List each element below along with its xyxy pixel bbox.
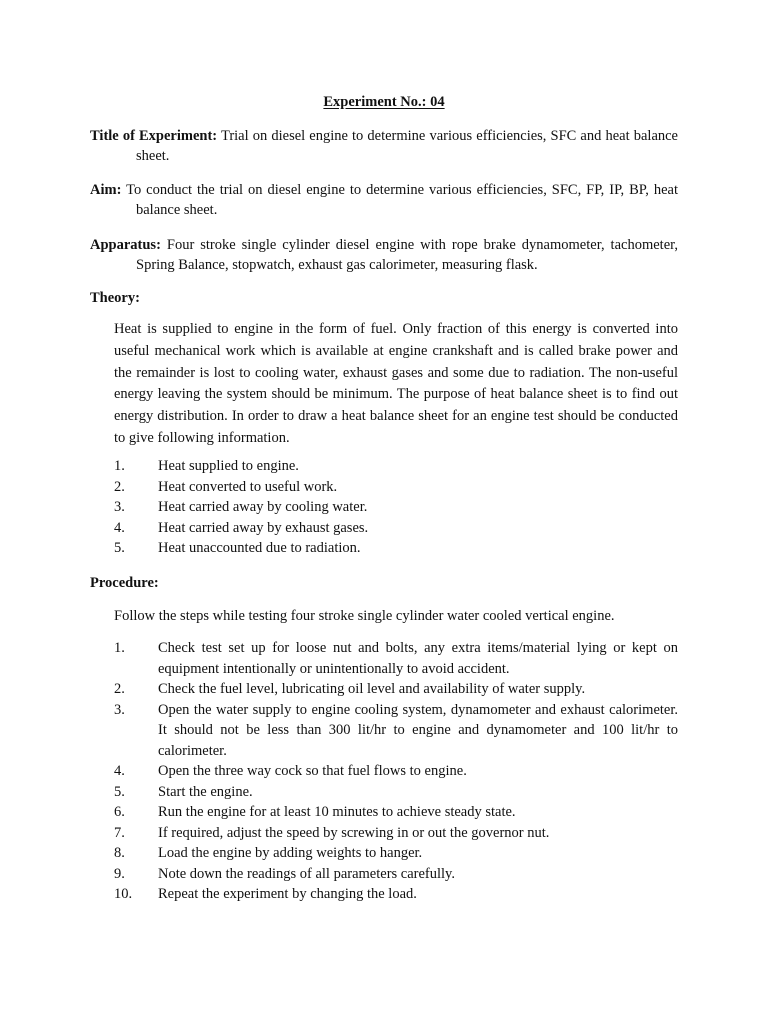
- procedure-step-text: Run the engine for at least 10 minutes to achieve steady state.: [158, 804, 516, 820]
- experiment-number: Experiment No.: 04: [323, 94, 445, 110]
- procedure-step: [114, 782, 678, 803]
- procedure-step-number: 2.: [114, 681, 125, 697]
- procedure-step-text: Open the three way cock so that fuel flows to engine.: [158, 763, 467, 779]
- procedure-step: [114, 638, 678, 679]
- procedure-step: [114, 761, 678, 782]
- theory-list-item: [114, 456, 678, 477]
- theory-list-item-text: Heat supplied to engine.: [158, 458, 299, 474]
- theory-list-item: [114, 497, 678, 518]
- procedure-step: [114, 843, 678, 864]
- procedure-step-text: Note down the readings of all parameters carefully.: [158, 865, 455, 882]
- theory-list-item-number: 5.: [114, 540, 125, 556]
- theory-list-item: [114, 477, 678, 498]
- procedure-step-number: 6.: [114, 804, 125, 820]
- procedure-step-number: 5.: [114, 783, 125, 800]
- procedure-step-text: Check test set up for loose nut and bolts, any extra items/material lying or kept on equipment intentionally or unintentionally to avoid accident.: [158, 640, 678, 677]
- theory-list-item-number: 3.: [114, 499, 125, 515]
- theory-paragraph: Heat is supplied to engine in the form of fuel. Only fraction of this energy is converted into useful mechanical work which is available at engine crankshaft and is called brake power and the remainder is lost to cooling water, exhaust gases and some due to radiation. The non-useful energy leaving the system should be minimum. The purpose of heat balance sheet is to find out energy distribution. In order to draw a heat balance sheet for an engine test should be conducted to give following information.: [114, 321, 678, 446]
- procedure-step-number: 1.: [114, 640, 125, 656]
- theory-list: [114, 456, 678, 559]
- procedure-step-number: 7.: [114, 824, 125, 841]
- procedure-step-number: 4.: [114, 763, 125, 779]
- procedure-step: [114, 864, 678, 885]
- procedure-step: [114, 823, 678, 844]
- procedure-step: [114, 700, 678, 762]
- procedure-step-text: Start the engine.: [158, 783, 253, 800]
- procedure-step-number: 3.: [114, 701, 125, 718]
- procedure-step-number: 9.: [114, 865, 125, 882]
- theory-list-item-number: 2.: [114, 478, 125, 495]
- procedure-step: [114, 884, 678, 905]
- procedure-list: [114, 638, 678, 905]
- procedure-heading: Procedure:: [90, 575, 159, 591]
- aim-label: Aim:: [90, 182, 122, 198]
- title-of-experiment-label: Title of Experiment:: [90, 128, 218, 144]
- procedure-step-text: Check the fuel level, lubricating oil level and availability of water supply.: [158, 681, 586, 697]
- procedure-step-text: Load the engine by adding weights to hanger.: [158, 845, 423, 861]
- title-of-experiment-text: Trial on diesel engine to determine various efficiencies, SFC and heat balance sheet.: [136, 128, 678, 164]
- theory-list-item-text: Heat carried away by cooling water.: [158, 499, 368, 515]
- page-title: [0, 93, 768, 111]
- procedure-step-text: If required, adjust the speed by screwing in or out the governor nut.: [158, 824, 550, 841]
- procedure-step: [114, 679, 678, 700]
- apparatus-label: Apparatus:: [90, 237, 161, 253]
- aim: [90, 180, 678, 220]
- theory-list-item-text: Heat converted to useful work.: [158, 478, 338, 495]
- procedure-step-number: 8.: [114, 845, 125, 861]
- apparatus: [90, 235, 678, 275]
- procedure-step: [114, 802, 678, 823]
- title-of-experiment: [90, 126, 678, 166]
- theory-heading: Theory:: [90, 290, 140, 306]
- theory-list-item: [114, 538, 678, 559]
- apparatus-text: Four stroke single cylinder diesel engine with rope brake dynamometer, tachometer, Spring Balance, stopwatch, exhaust gas calorimeter, measuring flask.: [136, 237, 678, 273]
- procedure-step-text: Open the water supply to engine cooling system, dynamometer and exhaust calorimeter. It should not be less than 300 lit/hr to engine and dynamometer and 100 lit/hr to calorimeter.: [158, 701, 678, 759]
- procedure-step-text: Repeat the experiment by changing the load.: [158, 886, 417, 902]
- theory-list-item-number: 1.: [114, 458, 125, 474]
- procedure-intro: Follow the steps while testing four stroke single cylinder water cooled vertical engine.: [114, 608, 615, 624]
- procedure-step-number: 10.: [114, 886, 133, 902]
- aim-text: To conduct the trial on diesel engine to determine various efficiencies, SFC, FP, IP, BP, heat balance sheet.: [121, 182, 678, 218]
- theory-list-item-text: Heat unaccounted due to radiation.: [158, 540, 361, 556]
- theory-list-item: [114, 518, 678, 539]
- theory-list-item-number: 4.: [114, 519, 125, 536]
- theory-list-item-text: Heat carried away by exhaust gases.: [158, 519, 369, 536]
